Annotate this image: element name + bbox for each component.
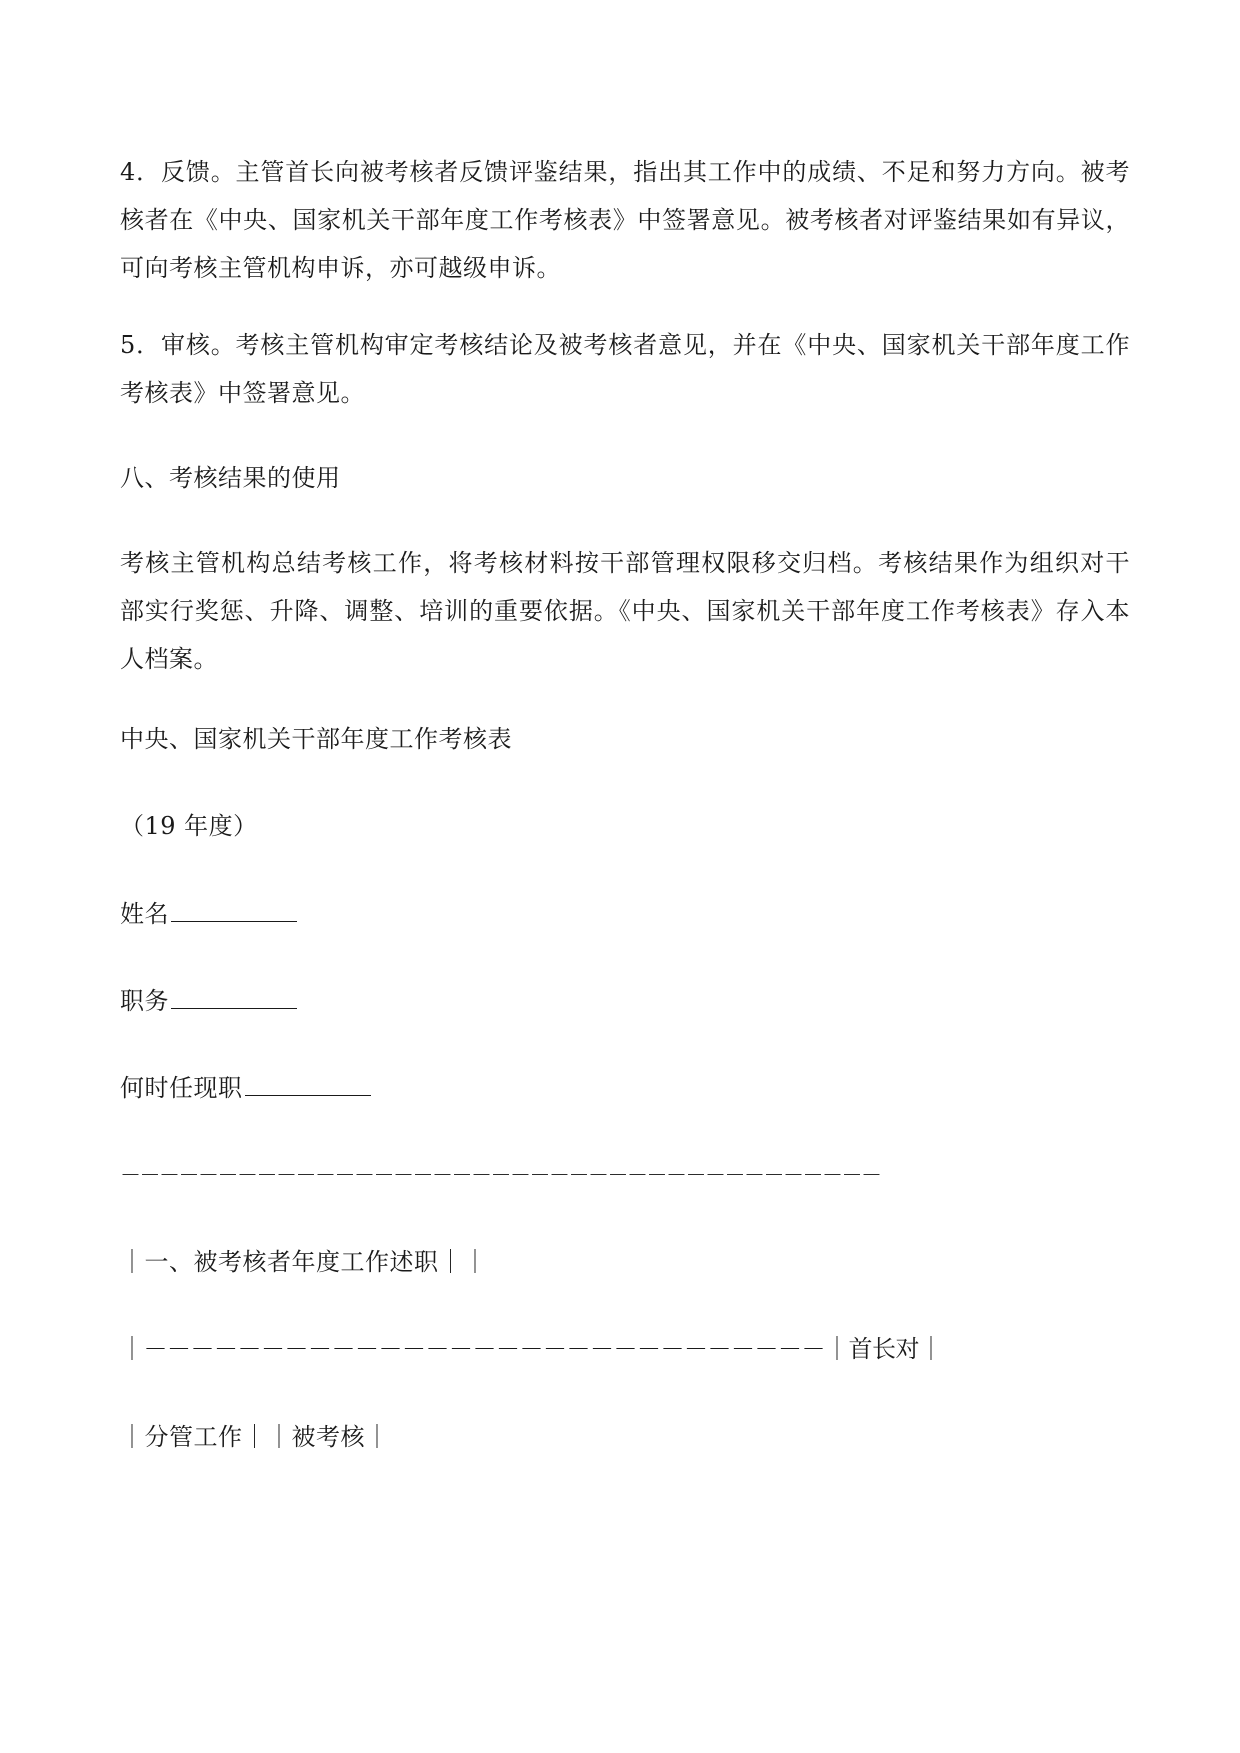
paragraph-results-use (120, 539, 1130, 683)
tenure-blank (245, 1073, 371, 1096)
name-blank (171, 899, 297, 922)
paragraph-line: 核者在《中央、国家机关干部年度工作考核表》中签署意见。被考核者对评鉴结果如有异议， (120, 206, 1130, 234)
name-label: 姓名 (120, 900, 169, 928)
paragraph-line: 可向考核主管机构申诉，亦可越级申诉。 (120, 254, 561, 282)
table-row-3: ｜分管工作｜｜被考核｜ (120, 1423, 390, 1451)
section-heading: 八、考核结果的使用 (120, 464, 341, 492)
form-year-line: （19 年度） (120, 812, 258, 840)
paragraph-feedback (120, 148, 1130, 292)
paragraph-line: 部实行奖惩、升降、调整、培训的重要依据。《中央、国家机关干部年度工作考核表》存入本 (120, 597, 1130, 625)
position-blank (171, 986, 297, 1009)
table-row-2: ｜－－－－－－－－－－－－－－－－－－－－－－－－－－－－－｜首长对｜ (120, 1335, 943, 1363)
paragraph-review (120, 321, 1130, 417)
paragraph-line: 考核主管机构总结考核工作，将考核材料按干部管理权限移交归档。考核结果作为组织对干 (120, 549, 1130, 577)
form-title: 中央、国家机关干部年度工作考核表 (120, 725, 512, 753)
table-row-1: ｜一、被考核者年度工作述职｜｜ (120, 1248, 488, 1276)
name-field (120, 890, 1130, 938)
tenure-field (120, 1064, 1130, 1112)
position-field (120, 977, 1130, 1025)
paragraph-line: 人档案。 (120, 645, 218, 673)
paragraph-line: 考核表》中签署意见。 (120, 379, 365, 407)
form-separator: －－－－－－－－－－－－－－－－－－－－－－－－－－－－－－－－－－－－－－－ (120, 1163, 881, 1187)
position-label: 职务 (120, 987, 169, 1015)
paragraph-line: 5．审核。考核主管机构审定考核结论及被考核者意见，并在《中央、国家机关干部年度工作 (120, 331, 1130, 359)
paragraph-line: 4．反馈。主管首长向被考核者反馈评鉴结果，指出其工作中的成绩、不足和努力方向。被考 (120, 158, 1130, 186)
tenure-label: 何时任现职 (120, 1074, 243, 1102)
